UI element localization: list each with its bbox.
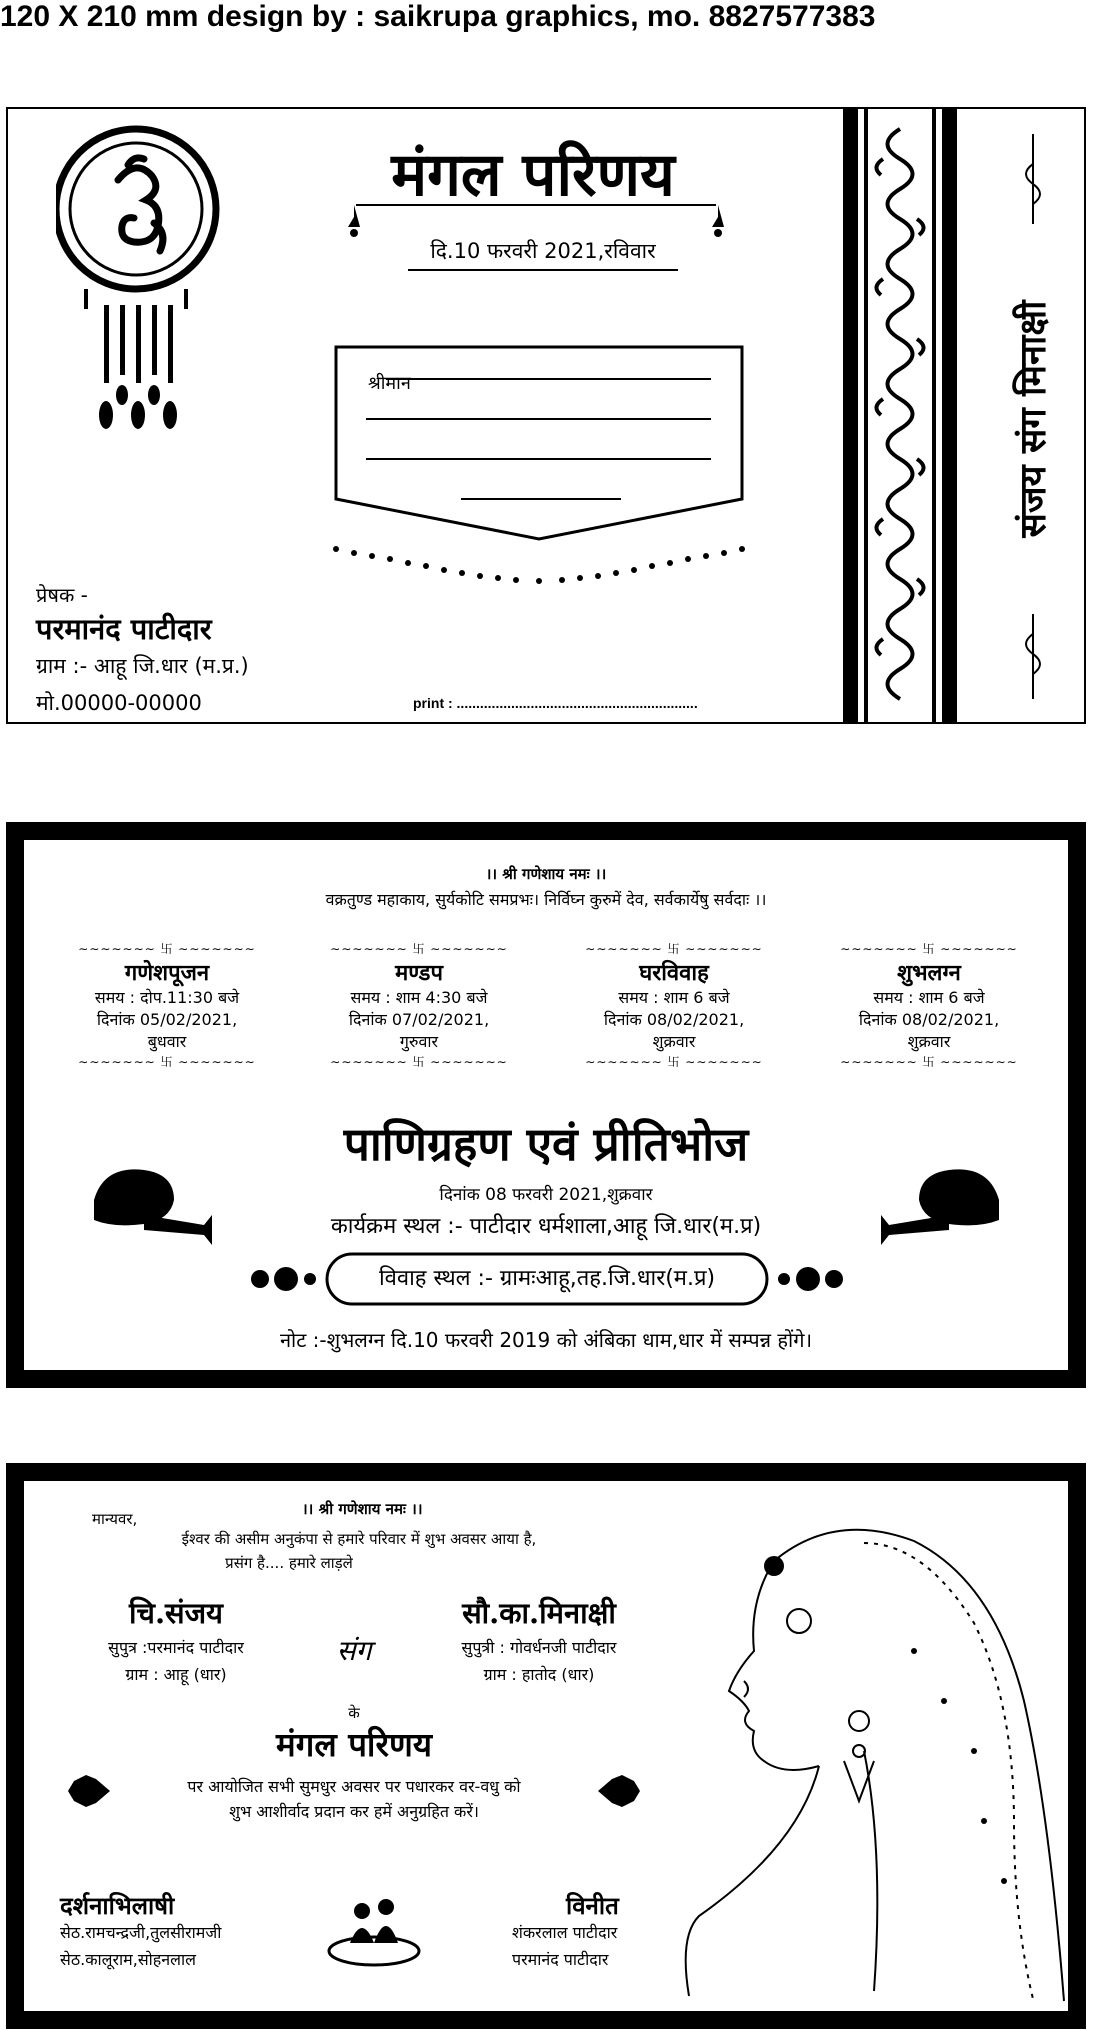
event-mandap	[319, 940, 519, 1070]
vinit-line-1: शंकरलाल पाटीदार	[512, 1923, 618, 1942]
event-divider-bottom: ∼∼∼∼∼∼∼ 卐 ∼∼∼∼∼∼∼	[78, 1055, 256, 1069]
event-divider-bottom: ∼∼∼∼∼∼∼ 卐 ∼∼∼∼∼∼∼	[585, 1055, 763, 1069]
event-time: समय : शाम 6 बजे	[618, 988, 730, 1007]
event-day: शुक्रवार	[652, 1032, 696, 1051]
event-ganeshpujan	[72, 940, 262, 1070]
event-date: दिनांक 08/02/2021,	[858, 1010, 1000, 1029]
date-underline	[408, 269, 678, 271]
side-names-vertical	[993, 124, 1073, 709]
side-names-text: संजय संग मिनाक्षी	[1013, 300, 1054, 538]
event-divider-top: ∼∼∼∼∼∼∼ 卐 ∼∼∼∼∼∼∼	[330, 942, 508, 956]
salutation: मान्यवर,	[92, 1510, 138, 1528]
envelope-title: मंगल परिणय	[391, 140, 675, 210]
main-title: पाणिग्रहण एवं प्रीतिभोज	[343, 1117, 749, 1171]
bride-village: ग्राम : हातोद (धार)	[483, 1665, 595, 1684]
design-credit-header: 120 X 210 mm design by : saikrupa graphics, mo. 8827577383	[0, 0, 876, 33]
invitation-card	[6, 1463, 1086, 2029]
event-day: गुरुवार	[399, 1032, 439, 1051]
flourish-right-icon	[594, 1771, 642, 1811]
event-divider-top: ∼∼∼∼∼∼∼ 卐 ∼∼∼∼∼∼∼	[585, 942, 763, 956]
event-day: शुक्रवार	[907, 1032, 951, 1051]
darshan-title: दर्शनाभिलाषी	[60, 1891, 175, 1920]
event-name: मण्डप	[395, 961, 443, 986]
bride-name: सौ.का.मिनाक्षी	[462, 1596, 616, 1630]
musician-left-icon	[84, 1160, 214, 1250]
darshan-line-1: सेठ.रामचन्द्रजी,तुलसीरामजी	[60, 1923, 222, 1942]
event-divider-bottom: ∼∼∼∼∼∼∼ 卐 ∼∼∼∼∼∼∼	[840, 1055, 1018, 1069]
darshan-line-2: सेठ.कालूराम,सोहनलाल	[60, 1950, 196, 1969]
event-date: दिनांक 08/02/2021,	[603, 1010, 745, 1029]
mantra-title: ।। श्री गणेशाय नमः ।।	[485, 865, 607, 883]
sang-text: संग	[336, 1634, 372, 1667]
ganesh-emblem-icon	[56, 125, 226, 445]
invitation-mantra-title: ।। श्री गणेशाय नमः ।।	[302, 1500, 423, 1518]
event-time: समय : शाम 6 बजे	[873, 988, 985, 1007]
sender-label: प्रेषक -	[36, 583, 88, 607]
ke-text: के	[348, 1704, 360, 1722]
print-label: print : ..............................................................	[413, 695, 698, 711]
program-venue: कार्यक्रम स्थल :- पाटीदार धर्मशाला,आहू जि.धार(म.प्र)	[330, 1214, 762, 1239]
event-time: समय : दोप.11:30 बजे	[94, 988, 240, 1007]
event-time: समय : शाम 4:30 बजे	[350, 988, 488, 1007]
bride-illustration	[684, 1501, 1074, 2006]
vinit-title: विनीत	[566, 1891, 619, 1920]
groom-name: चि.संजय	[129, 1596, 223, 1630]
invitation-line-1: ईश्वर की असीम अनुकंपा से हमारे परिवार में शुभ अवसर आया है,	[181, 1530, 537, 1548]
sender-village: ग्राम :- आहू जि.धार (म.प्र.)	[36, 654, 249, 678]
event-shubhlagna	[829, 940, 1029, 1070]
event-date: दिनांक 07/02/2021,	[348, 1010, 490, 1029]
wedding-couple-icon	[324, 1881, 424, 1969]
invitation-card-inner	[24, 1481, 1068, 2011]
event-gharvivah	[574, 940, 774, 1070]
program-date: दिनांक 08 फरवरी 2021,शुक्रवार	[439, 1185, 653, 1205]
event-divider-top: ∼∼∼∼∼∼∼ 卐 ∼∼∼∼∼∼∼	[840, 942, 1018, 956]
vivah-sthal: विवाह स्थल :- ग्रामःआहू,तह.जि.धार(म.प्र)	[378, 1266, 716, 1291]
groom-father: सुपुत्र :परमानंद पाटीदार	[108, 1638, 244, 1657]
invite-line-1: पर आयोजित सभी सुमधुर अवसर पर पधारकर वर-वधु को	[187, 1777, 521, 1796]
mangal-parinay-title: मंगल परिणय	[276, 1725, 432, 1764]
envelope-date: दि.10 फरवरी 2021,रविवार	[430, 239, 656, 263]
event-divider-top: ∼∼∼∼∼∼∼ 卐 ∼∼∼∼∼∼∼	[78, 942, 256, 956]
event-date: दिनांक 05/02/2021,	[96, 1010, 238, 1029]
musician-right-icon	[879, 1160, 1009, 1250]
envelope-card	[6, 107, 1086, 724]
event-name: घरविवाह	[639, 961, 709, 986]
sender-mobile: मो.00000-00000	[36, 691, 202, 715]
flourish-left-icon	[66, 1771, 114, 1811]
groom-village: ग्राम : आहू (धार)	[125, 1665, 227, 1684]
sender-name: परमानंद पाटीदार	[36, 612, 212, 646]
paisley-border-strip	[843, 109, 973, 722]
address-label: श्रीमान	[368, 373, 411, 394]
invitation-line-2: प्रसंग है.... हमारे लाड़ले	[225, 1554, 353, 1572]
events-card-inner	[24, 840, 1068, 1370]
bride-father: सुपुत्री : गोवर्धनजी पाटीदार	[461, 1638, 617, 1657]
events-card	[6, 822, 1086, 1388]
event-name: गणेशपूजन	[124, 961, 210, 986]
vinit-line-2: परमानंद पाटीदार	[512, 1950, 609, 1969]
event-divider-bottom: ∼∼∼∼∼∼∼ 卐 ∼∼∼∼∼∼∼	[330, 1055, 508, 1069]
invite-line-2: शुभ आशीर्वाद प्रदान कर हमें अनुग्रहित करें।	[229, 1802, 479, 1821]
note-line: नोट :-शुभलग्न दि.10 फरवरी 2019 को अंबिका धाम,धार में सम्पन्न होंगे।	[279, 1328, 813, 1352]
mantra-line: वक्रतुण्ड महाकाय, सुर्यकोटि समप्रभः। निर्विघ्न कुरुमें देव, सर्वकार्येषु सर्वदाः ।।	[325, 890, 767, 909]
event-day: बुधवार	[147, 1032, 187, 1051]
event-name: शुभलग्न	[897, 961, 961, 986]
